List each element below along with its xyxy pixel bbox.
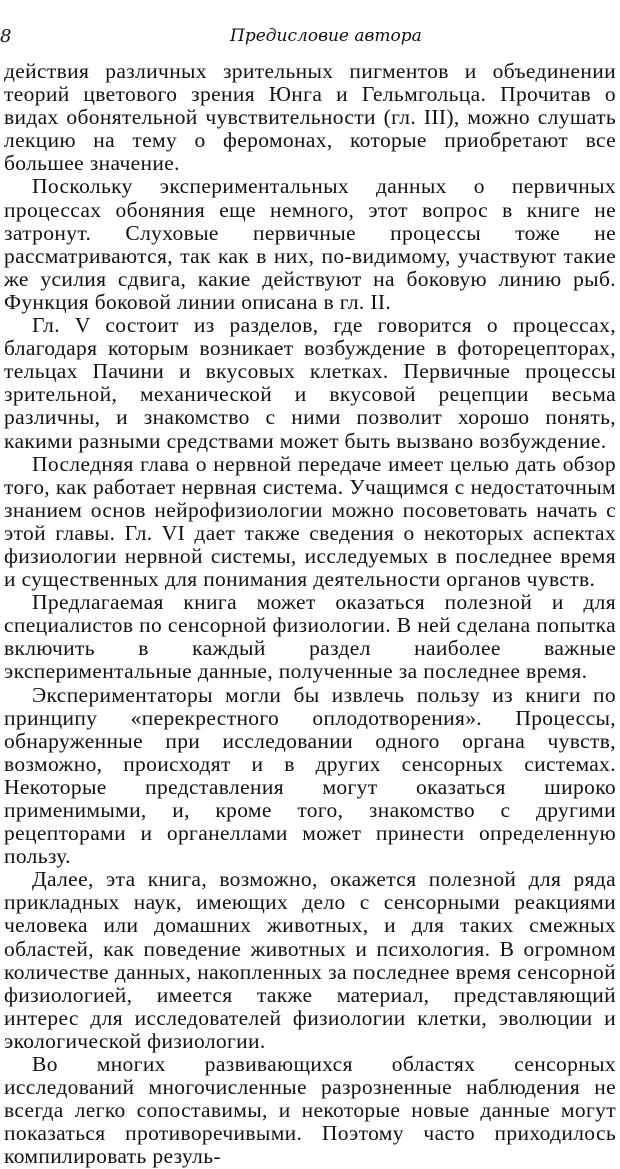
paragraph: Гл. V состоит из разделов, где говорится о процессах, благодаря которым возникает возбуждение в фоторецепторах, тельцах Пачини и вкусовых клетках. Первичные процессы зрительной, механической и вкусовой рецепции весьма различны, и знакомство с ними позволит хорошо понять, какими разными средствами может быть вызвано возбуждение. [4,313,616,453]
running-title: Предисловие автора [230,26,422,46]
page-header [0,26,620,50]
paragraph: Во многих развивающихся областях сенсорных исследований многочисленные разрозненные наблюдения не всегда легко сопоставимы, и некоторые новые данные могут показаться противоречивыми. Поэтому часто приходилось компилировать резуль- [4,1052,616,1169]
paragraph: Поскольку экспериментальных данных о первичных процессах обоняния еще немного, этот вопрос в книге не затронут. Слуховые первичные процессы тоже не рассматриваются, так как в них, по-видимому, участвуют такие же усилия сдвига, какие действуют на боковую линию рыб. Функция боковой линии описана в гл. II. [4,174,616,314]
paragraph: Экспериментаторы могли бы извлечь пользу из книги по принципу «перекрестного оплодотворения». Процессы, обнаруженные при исследовании одного органа чувств, возможно, происходят и в других сенсорных системах. Некоторые представления могут оказаться широко применимыми, и, кроме того, знакомство с другими рецепторами и органеллами может принести определенную пользу. [4,682,616,869]
paragraph: Предлагаемая книга может оказаться полезной и для специалистов по сенсорной физиологии. В ней сделана попытка включить в каждый раздел наиболее важные экспериментальные данные, полученные за последнее время. [4,590,616,684]
body-text [4,60,616,1169]
paragraph: действия различных зрительных пигментов и объединении теорий цветового зрения Юнга и Гельмгольца. Прочитав о видах обонятельной чувствительности (гл. III), можно слушать лекцию на тему о феромонах, которые приобретают все большее значение. [4,59,616,176]
page-number: 8 [0,26,12,47]
paragraph: Далее, эта книга, возможно, окажется полезной для ряда прикладных наук, имеющих дело с сенсорными реакциями человека или домашних животных, и для таких смежных областей, как поведение животных и психология. В огромном количестве данных, накопленных за последнее время сенсорной физиологией, имеется также материал, представляющий интерес для исследователей физиологии клетки, эволюции и экологической физиологии. [4,867,616,1053]
paragraph: Последняя глава о нервной передаче имеет целью дать обзор того, как работает нервная система. Учащимся с недостаточным знанием основ нейрофизиологии можно посоветовать начать с этой главы. Гл. VI дает также сведения о некоторых аспектах физиологии нервной системы, исследуемых в последнее время и существенных для понимания деятельности органов чувств. [4,451,616,592]
